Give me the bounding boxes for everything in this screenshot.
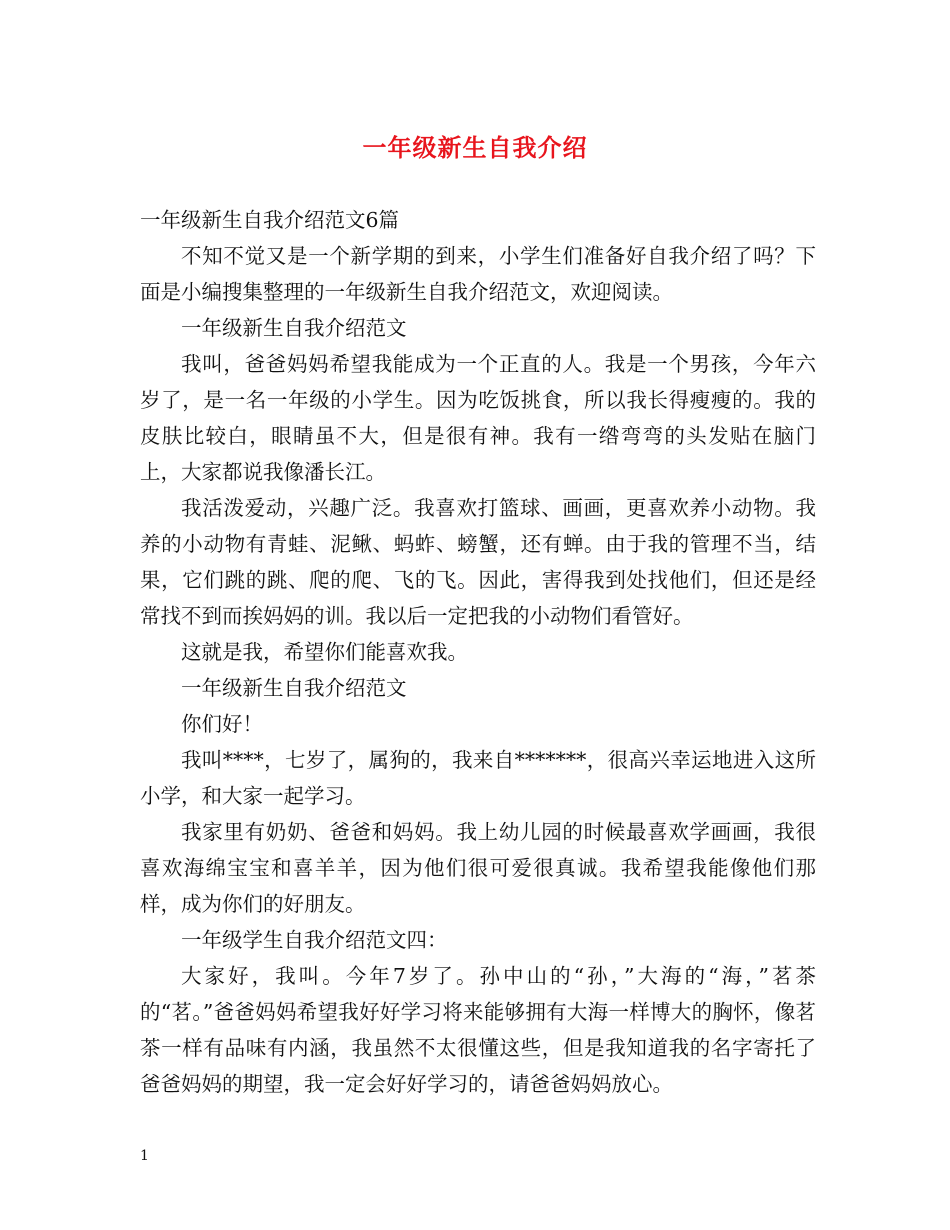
document-title: 一年级新生自我介绍: [362, 133, 588, 162]
body-paragraph: 我叫****，七岁了，属狗的，我来自*******，很高兴幸运地进入这所小学，和大家一起学习。: [140, 748, 816, 808]
page-number: 1: [140, 1148, 149, 1164]
body-paragraph: 我家里有奶奶、爸爸和妈妈。我上幼儿园的时候最喜欢学画画，我很喜欢海绵宝宝和喜羊羊，因为他们很可爱很真诚。我希望我能像他们那样，成为你们的好朋友。: [140, 820, 816, 916]
body-paragraph: 一年级新生自我介绍范文: [181, 316, 407, 340]
body-paragraph: 一年级新生自我介绍范文: [181, 676, 407, 700]
body-paragraph: 这就是我，希望你们能喜欢我。: [181, 640, 468, 664]
body-paragraph: 一年级新生自我介绍范文6篇: [140, 208, 400, 232]
body-paragraph: 不知不觉又是一个新学期的到来，小学生们准备好自我介绍了吗？下面是小编搜集整理的一年级新生自我介绍范文，欢迎阅读。: [140, 244, 816, 304]
document-body: [140, 202, 816, 1102]
body-paragraph: 我活泼爱动，兴趣广泛。我喜欢打篮球、画画，更喜欢养小动物。我养的小动物有青蛙、泥鳅、蚂蚱、螃蟹，还有蝉。由于我的管理不当，结果，它们跳的跳、爬的爬、飞的飞。因此，害得我到处找他们，但还是经常找不到而挨妈妈的训。我以后一定把我的小动物们看管好。: [140, 496, 816, 628]
body-paragraph: 我叫，爸爸妈妈希望我能成为一个正直的人。我是一个男孩，今年六岁了，是一名一年级的小学生。因为吃饭挑食，所以我长得瘦瘦的。我的皮肤比较白，眼睛虽不大，但是很有神。我有一绺弯弯的头发贴在脑门上，大家都说我像潘长江。: [140, 352, 816, 484]
body-paragraph: 大家好，我叫。今年7岁了。孙中山的“孙，”大海的“海，”茗茶的“茗。”爸爸妈妈希望我好好学习将来能够拥有大海一样博大的胸怀，像茗茶一样有品味有内涵，我虽然不太很懂这些，但是我知道我的名字寄托了爸爸妈妈的期望，我一定会好好学习的，请爸爸妈妈放心。: [140, 964, 816, 1096]
body-paragraph: 你们好！: [181, 712, 263, 736]
body-paragraph: 一年级学生自我介绍范文四：: [181, 928, 448, 952]
